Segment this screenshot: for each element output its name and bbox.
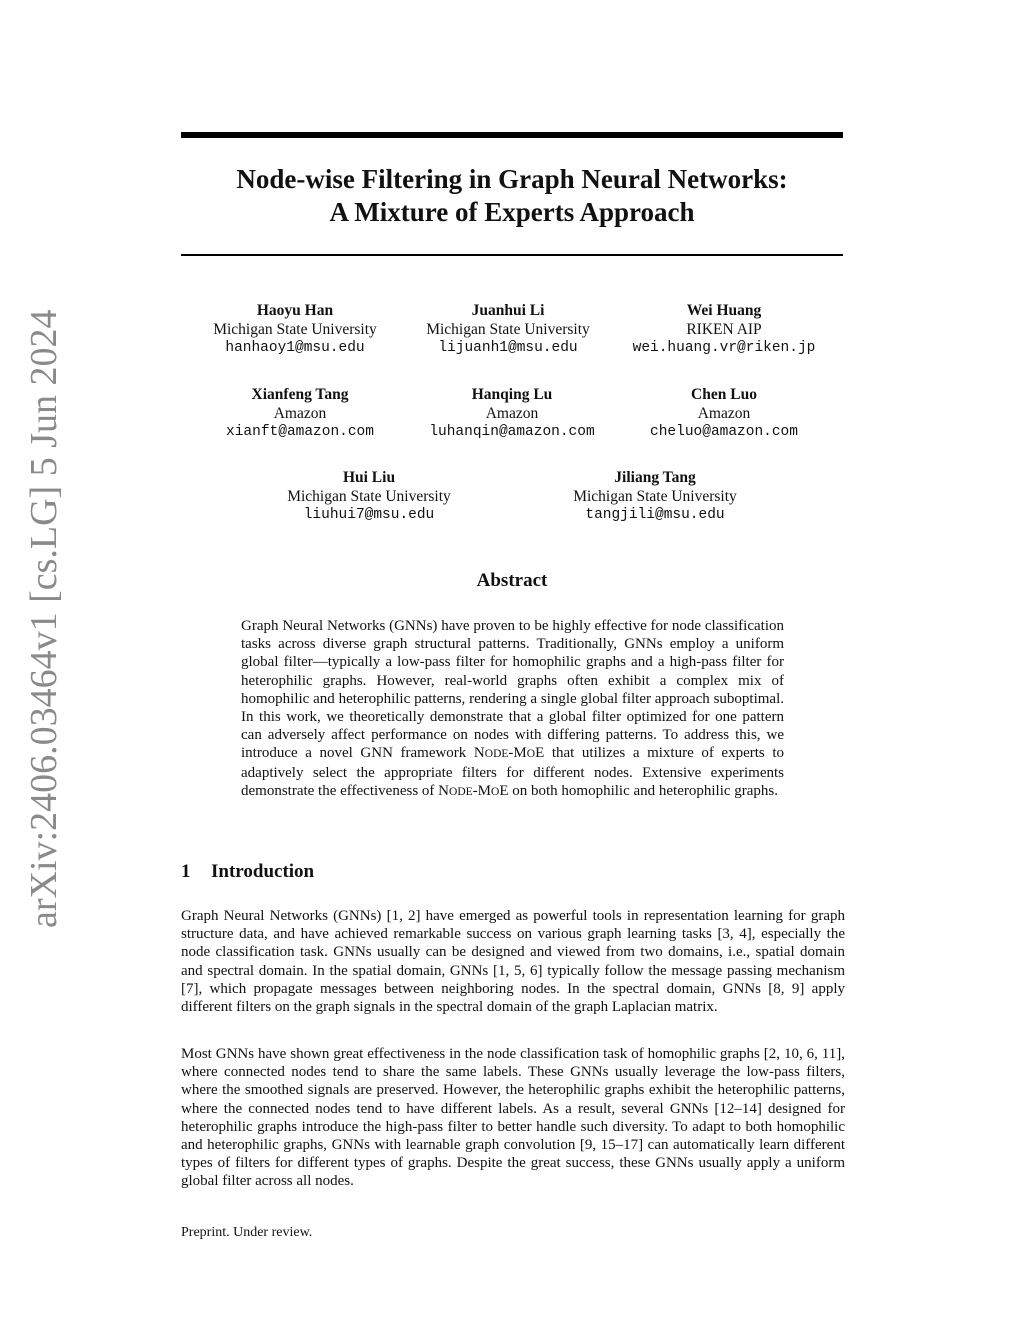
author-block <box>545 468 765 525</box>
author-affiliation: Michigan State University <box>573 488 737 505</box>
author-name: Haoyu Han <box>256 302 334 319</box>
paper-title-line-1: Node-wise Filtering in Graph Neural Networks: <box>236 164 788 194</box>
author-name: Hui Liu <box>342 469 396 486</box>
section-number: 1 <box>181 861 191 882</box>
title-bottom-rule <box>181 254 843 256</box>
author-name: Hanqing Lu <box>471 386 553 403</box>
author-email: cheluo@amazon.com <box>650 424 798 440</box>
author-name: Wei Huang <box>686 302 762 319</box>
author-name: Jiliang Tang <box>614 469 696 486</box>
author-email: lijuanh1@msu.edu <box>438 340 578 356</box>
method-name: NODE-MOE <box>438 782 509 799</box>
paragraph: Graph Neural Networks (GNNs) [1, 2] have emerged as powerful tools in representation learning for graph structure data, and have achieved remarkable success on various graph learning tasks [3, 4], especially the node classification task. GNNs usually can be designed and viewed from two domains, i.e., spatial domain and spectral domain. In the spatial domain, GNNs [1, 5, 6] typically follow the message passing mechanism [7], which propagate messages between neighboring nodes. In the spectral domain, GNNs [8, 9] apply different filters on the graph signals in the spectral domain of the graph Laplacian matrix. <box>181 908 845 1016</box>
author-email: luhanqin@amazon.com <box>429 424 595 440</box>
author-affiliation: RIKEN AIP <box>686 321 762 338</box>
author-affiliation: Amazon <box>485 405 539 422</box>
paper-title <box>181 163 843 229</box>
paper-title-line-2: A Mixture of Experts Approach <box>329 197 695 227</box>
arxiv-identifier: arXiv:2406.03464v1 [cs.LG] 5 Jun 2024 <box>23 309 65 928</box>
author-affiliation: Amazon <box>273 405 327 422</box>
author-name: Juanhui Li <box>471 302 545 319</box>
author-email: tangjili@msu.edu <box>585 507 725 523</box>
author-email: hanhaoy1@msu.edu <box>225 340 365 356</box>
author-affiliation: Amazon <box>697 405 751 422</box>
abstract-text: Graph Neural Networks (GNNs) have proven to be highly effective for node classification tasks across diverse graph structural patterns. Traditionally, GNNs employ a uniform global filter—typically a low-pass filter for homophilic graphs and a high-pass filter for heterophilic graphs. However, real-world graphs often exhibit a complex mix of homophilic and heterophilic patterns, rendering a single global filter approach suboptimal. In this work, we theoretically demonstrate that a global filter optimized for one pattern can adversely affect performance on nodes with differing patterns. To address this, we introduce a novel GNN framework <box>241 618 784 762</box>
author-affiliation: Michigan State University <box>213 321 377 338</box>
author-block <box>398 385 626 442</box>
author-block <box>614 301 834 358</box>
author-email: liuhui7@msu.edu <box>303 507 435 523</box>
author-block <box>190 385 410 442</box>
title-top-rule <box>181 132 843 138</box>
abstract-text: that utilizes a mixture of experts to adaptively select the appropriate filters for different nodes. Extensive experiments demonstrate the effectiveness of <box>241 745 784 799</box>
footer-note: Preprint. Under review. <box>181 1225 313 1240</box>
abstract-body <box>241 617 784 801</box>
author-affiliation: Michigan State University <box>287 488 451 505</box>
method-name: NODE-MOE <box>473 745 545 762</box>
author-affiliation: Michigan State University <box>426 321 590 338</box>
paragraph: Most GNNs have shown great effectiveness in the node classification task of homophilic graphs [2, 10, 6, 11], where connected nodes tend to share the same labels. These GNNs usually leverage the low-pass filters, where the smoothed signals are preserved. However, the heterophilic graphs exhibit the heterophilic patterns, where the connected nodes tend to have different labels. As a result, several GNNs [12–14] designed for heterophilic graphs introduce the high-pass filter to better handle such diversity. To adapt to both homophilic and heterophilic graphs, GNNs with learnable graph convolution [9, 15–17] can automatically learn different types of filters for different types of graphs. Despite the great success, these GNNs usually apply a uniform global filter across all nodes. <box>181 1046 845 1190</box>
section-heading <box>181 861 314 883</box>
author-name: Xianfeng Tang <box>251 386 349 403</box>
author-block <box>614 385 834 442</box>
abstract-heading: Abstract <box>476 570 548 591</box>
author-email: xianft@amazon.com <box>226 424 374 440</box>
author-block <box>398 301 618 358</box>
section-title: Introduction <box>211 861 315 882</box>
author-block <box>259 468 479 525</box>
author-name: Chen Luo <box>691 386 757 403</box>
abstract-text: on both homophilic and heterophilic graphs. <box>512 782 779 799</box>
author-email: wei.huang.vr@riken.jp <box>632 340 816 356</box>
author-block <box>195 301 395 358</box>
